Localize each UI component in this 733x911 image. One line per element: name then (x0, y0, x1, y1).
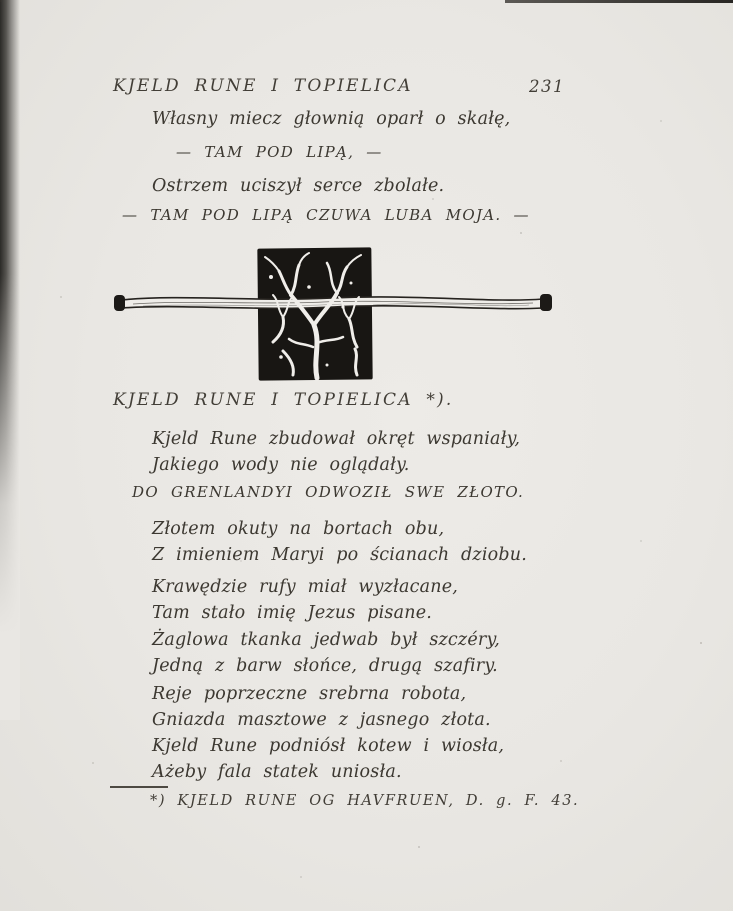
poem-stanza-6 (152, 733, 504, 785)
poem-stanza-2 (152, 516, 527, 568)
stanza-6-line-1: Kjeld Rune podniósł kotew i wiosła, (152, 736, 505, 756)
paper-speckles (0, 0, 2, 2)
footnote-text: *) KJELD RUNE OG HAVFRUEN, D. g. F. 43. (150, 793, 580, 809)
poem-stanza-4 (152, 627, 500, 679)
stanza-6-line-2: Ażeby fala statek uniosła. (152, 762, 402, 782)
poem-title: KJELD RUNE I TOPIELICA *). (113, 390, 454, 410)
twig-lichen-vignette (113, 247, 553, 383)
stanza-1-line-2: Jakiego wody nie oglądały. (152, 455, 410, 475)
twig-lichen-vignette-icon (113, 247, 553, 383)
stanza-2-line-1: Złotem okuty na bortach obu, (152, 519, 445, 539)
intro-refrain-line-1: — TAM POD LIPĄ, — (176, 143, 383, 161)
stanza-5-line-1: Reje poprzeczne srebrna robota, (152, 684, 467, 704)
page-top-edge (505, 0, 733, 3)
stanza-3-line-2: Tam stało imię Jezus pisane. (152, 603, 433, 623)
poem-stanza-3 (152, 574, 458, 626)
intro-verse-line-1: Własny miecz głownią oparł o skałę, (152, 109, 511, 129)
intro-refrain-line-2: — TAM POD LIPĄ CZUWA LUBA MOJA. — (122, 206, 530, 224)
footnote-divider (110, 786, 168, 788)
poem-refrain: DO GRENLANDYI ODWOZIŁ SWE ZŁOTO. (132, 483, 525, 501)
intro-verse-line-2: Ostrzem uciszył serce zbolałe. (152, 176, 445, 196)
running-header-title: KJELD RUNE I TOPIELICA (113, 76, 413, 96)
poem-stanza-1 (152, 426, 520, 478)
stanza-5-line-2: Gniazda masztowe z jasnego złota. (152, 710, 491, 730)
stanza-3-line-1: Krawędzie rufy miał wyzłacane, (152, 577, 459, 597)
stanza-4-line-2: Jedną z barw słońce, drugą szafiry. (152, 656, 498, 676)
book-spine-shadow (0, 0, 20, 720)
stanza-2-line-2: Z imieniem Maryi po ścianach dziobu. (152, 545, 528, 565)
page-number: 231 (529, 77, 565, 96)
stanza-1-line-1: Kjeld Rune zbudował okręt wspaniały, (152, 429, 521, 449)
stanza-4-line-1: Żaglowa tkanka jedwab był szczéry, (152, 630, 501, 650)
poem-stanza-5 (152, 681, 491, 733)
